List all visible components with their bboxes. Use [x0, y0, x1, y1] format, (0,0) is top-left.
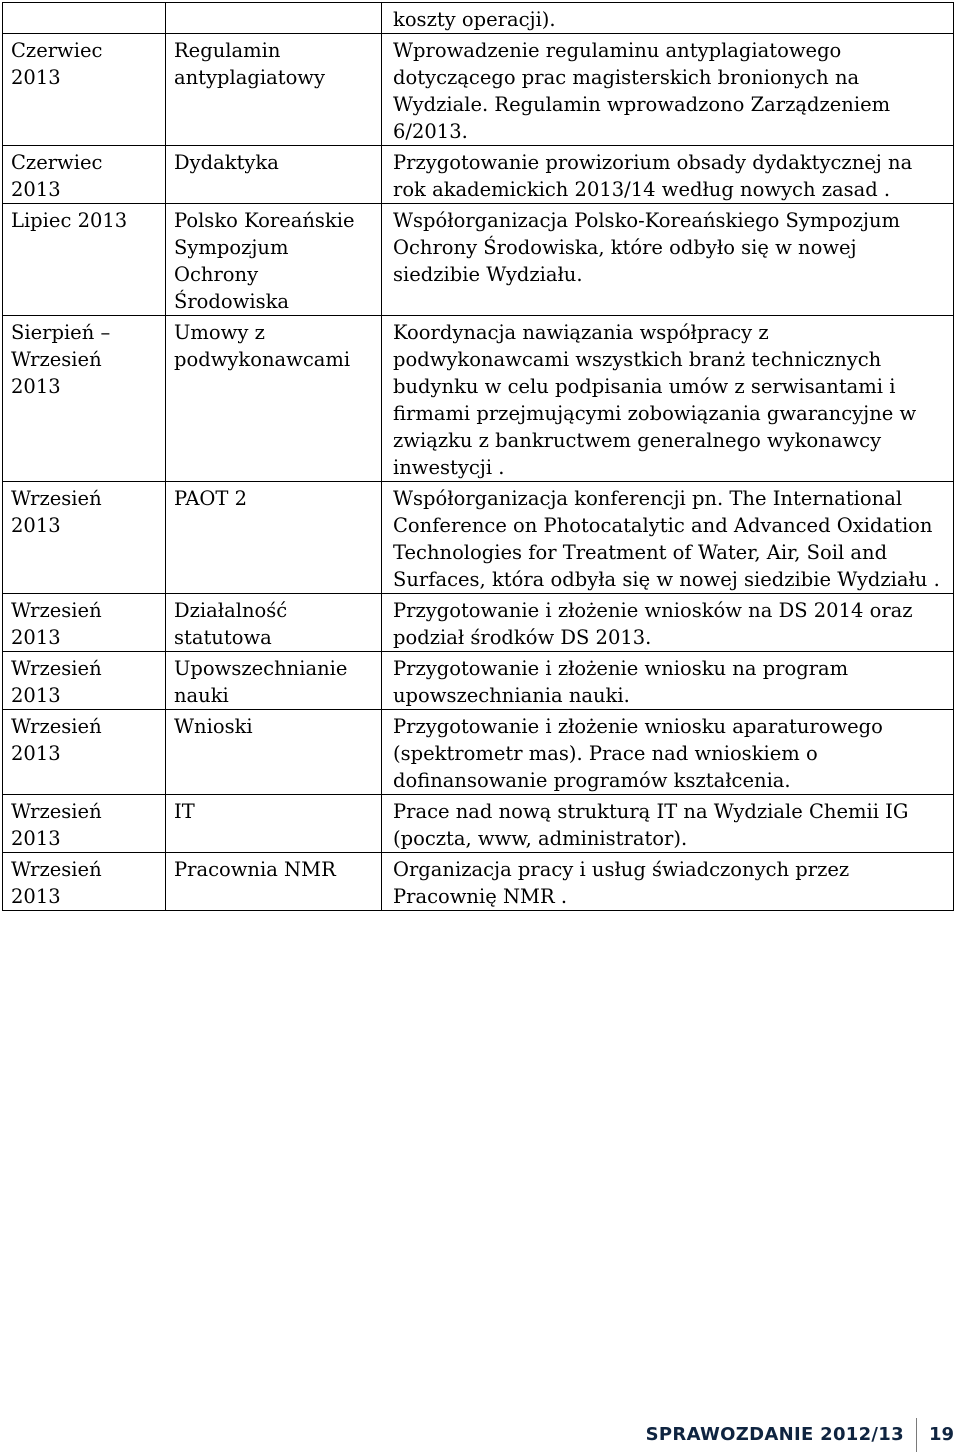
date-cell: Wrzesień 2013 — [3, 594, 166, 652]
activity-table — [2, 2, 954, 911]
table-row — [3, 652, 954, 710]
description-cell: Przygotowanie i złożenie wniosku na program upowszechniania nauki. — [382, 652, 954, 710]
description-cell: Wprowadzenie regulaminu antyplagiatowego dotyczącego prac magisterskich bronionych na Wydziale. Regulamin wprowadzono Zarządzeniem 6/2013. — [382, 34, 954, 146]
table-row — [3, 204, 954, 316]
description-cell: Koordynacja nawiązania współpracy z podwykonawcami wszystkich branż technicznych budynku w celu podpisania umów z serwisantami i firmami przejmującymi zobowiązania gwarancyjne w związku z bankructwem generalnego wykonawcy inwestycji . — [382, 316, 954, 482]
date-cell — [3, 3, 166, 34]
description-cell: Prace nad nową strukturą IT na Wydziale Chemii IG (poczta, www, administrator). — [382, 795, 954, 853]
date-cell: Wrzesień 2013 — [3, 710, 166, 795]
table-row — [3, 853, 954, 911]
category-cell: Upowszechnianie nauki — [166, 652, 382, 710]
description-cell: koszty operacji). — [382, 3, 954, 34]
table-row — [3, 34, 954, 146]
page-footer — [646, 1418, 960, 1452]
description-cell: Przygotowanie i złożenie wniosków na DS 2014 oraz podział środków DS 2013. — [382, 594, 954, 652]
category-cell: Regulamin antyplagiatowy — [166, 34, 382, 146]
table-row — [3, 146, 954, 204]
date-cell: Wrzesień 2013 — [3, 853, 166, 911]
date-cell: Lipiec 2013 — [3, 204, 166, 316]
category-cell: Pracownia NMR — [166, 853, 382, 911]
date-cell: Czerwiec 2013 — [3, 146, 166, 204]
category-cell: Dydaktyka — [166, 146, 382, 204]
date-cell: Wrzesień 2013 — [3, 652, 166, 710]
category-cell — [166, 3, 382, 34]
date-cell: Sierpień – Wrzesień 2013 — [3, 316, 166, 482]
table-row — [3, 316, 954, 482]
description-cell: Organizacja pracy i usług świadczonych przez Pracownię NMR . — [382, 853, 954, 911]
description-cell: Przygotowanie prowizorium obsady dydaktycznej na rok akademickich 2013/14 według nowych zasad . — [382, 146, 954, 204]
date-cell: Czerwiec 2013 — [3, 34, 166, 146]
description-cell: Współorganizacja Polsko-Koreańskiego Sympozjum Ochrony Środowiska, które odbyło się w nowej siedzibie Wydziału. — [382, 204, 954, 316]
table-row — [3, 710, 954, 795]
category-cell: Działalność statutowa — [166, 594, 382, 652]
category-cell: PAOT 2 — [166, 482, 382, 594]
date-cell: Wrzesień 2013 — [3, 482, 166, 594]
table-row — [3, 795, 954, 853]
date-cell: Wrzesień 2013 — [3, 795, 166, 853]
category-cell: IT — [166, 795, 382, 853]
category-cell: Polsko Koreańskie Sympozjum Ochrony Środowiska — [166, 204, 382, 316]
table-row — [3, 3, 954, 34]
footer-report-title: SPRAWOZDANIE 2012/13 — [645, 1424, 904, 1445]
table-row — [3, 594, 954, 652]
description-cell: Współorganizacja konferencji pn. The International Conference on Photocatalytic and Advanced Oxidation Technologies for Treatment of Water, Air, Soil and Surfaces, która odbyła się w nowej siedzibie Wydziału . — [382, 482, 954, 594]
category-cell: Umowy z podwykonawcami — [166, 316, 382, 482]
table-row — [3, 482, 954, 594]
category-cell: Wnioski — [166, 710, 382, 795]
page-number: 19 — [928, 1424, 954, 1445]
description-cell: Przygotowanie i złożenie wniosku aparaturowego (spektrometr mas). Prace nad wnioskiem o dofinansowanie programów kształcenia. — [382, 710, 954, 795]
